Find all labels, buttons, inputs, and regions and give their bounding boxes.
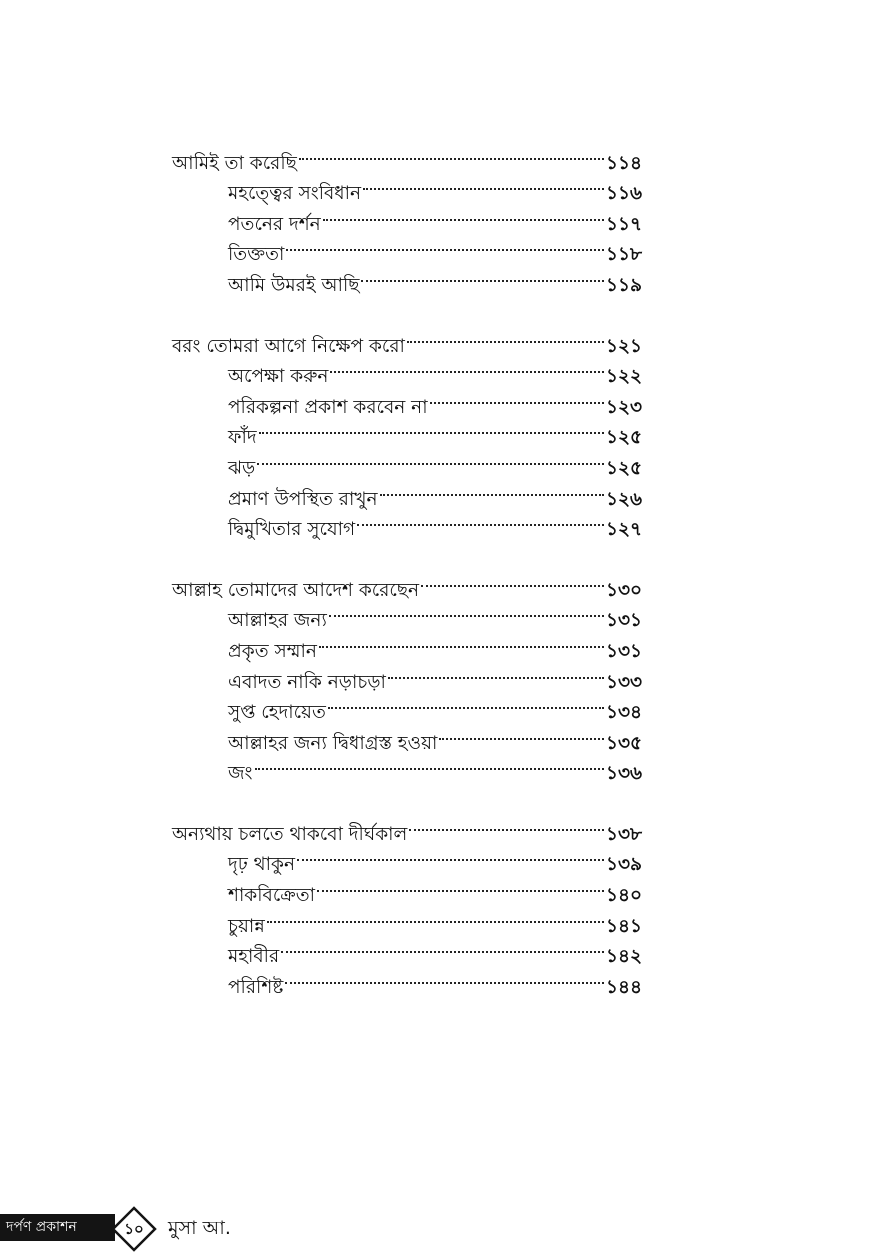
toc-section [172, 565, 642, 785]
toc-chapter-row[interactable] [172, 321, 642, 357]
toc-entry-title: দ্বিমুখিতার সুযোগ [228, 519, 356, 541]
dot-leader [421, 565, 604, 596]
toc-page-number: ১১৯ [605, 274, 642, 296]
toc-entry-title: মহত্ত্বের সংবিধান [228, 183, 362, 205]
toc-chapter-row[interactable] [172, 565, 642, 601]
toc-chapter-title: অন্যথায় চলতে থাকবো দীর্ঘকাল [172, 823, 408, 845]
dot-leader [257, 443, 604, 474]
toc-entry-title: চুয়ান্ন [228, 915, 265, 937]
toc-entry-title: ঝড় [228, 457, 256, 479]
toc-entry-title: অপেক্ষা করুন [228, 366, 329, 388]
toc-entry-title: পরিশিষ্ট [228, 976, 284, 998]
toc-chapter-row[interactable] [172, 138, 642, 174]
toc-entry-title: এবাদত নাকি নড়াচড়া [228, 671, 386, 693]
dot-leader [357, 505, 604, 536]
dot-leader [297, 840, 604, 871]
toc-entry-title: সুপ্ত হেদায়েত [228, 702, 326, 724]
dot-leader [281, 932, 604, 963]
dot-leader [361, 260, 604, 291]
toc-page-number: ১৩১ [605, 640, 642, 662]
toc-chapter-title: আমিই তা করেছি [172, 152, 297, 174]
toc-page-number: ১২২ [605, 366, 642, 388]
toc-chapter-title: বরং তোমরা আগে নিক্ষেপ করো [172, 335, 405, 357]
dot-leader [388, 657, 604, 688]
toc-page-number: ১২৬ [605, 488, 642, 510]
toc-entry-title: মহাবীর [228, 946, 280, 968]
dot-leader [380, 474, 604, 505]
toc-section [172, 138, 642, 296]
toc-page-number: ১৪১ [605, 915, 642, 937]
toc-page-number: ১২৫ [605, 457, 642, 479]
dot-leader [259, 413, 604, 444]
toc-entry-title: তিক্ততা [228, 244, 285, 266]
toc-entry-title: পরিকল্পনা প্রকাশ করবেন না [228, 396, 428, 418]
toc-page-number: ১৩৪ [605, 702, 642, 724]
toc-page-number: ১৪২ [605, 946, 642, 968]
toc-page-number: ১২৭ [605, 519, 642, 541]
toc-chapter-row[interactable] [172, 809, 642, 845]
dot-leader [323, 199, 604, 230]
publisher-logo [0, 1214, 115, 1241]
toc-page-number: ১১৬ [605, 183, 642, 205]
publisher-name: দর্পণ প্রকাশন [6, 1219, 77, 1235]
dot-leader [329, 596, 604, 627]
page-number: ১০ [124, 1220, 144, 1238]
dot-leader [255, 749, 604, 780]
toc-entry-title: আল্লাহর জন্য দ্বিধাগ্রস্ত হওয়া [228, 732, 438, 754]
dot-leader [330, 352, 604, 383]
toc-entry-title: পতনের দর্শন [228, 213, 321, 235]
dot-leader [286, 230, 604, 261]
toc-page-number: ১২১ [605, 335, 642, 357]
page-footer [0, 1203, 420, 1253]
table-of-contents [172, 138, 642, 1023]
toc-page-number: ১৩০ [605, 579, 642, 601]
dot-leader [267, 901, 604, 932]
toc-page-number: ১২৫ [605, 427, 642, 449]
toc-page-number: ১৩৬ [605, 763, 642, 785]
toc-chapter-title: আল্লাহ তোমাদের আদেশ করেছেন [172, 579, 420, 601]
toc-page-number: ১৩৯ [605, 854, 642, 876]
toc-entry-title: শাকবিক্রেতা [228, 885, 315, 907]
toc-entry-title: প্রমাণ উপস্থিত রাখুন [228, 488, 378, 510]
toc-page-number: ১৪০ [605, 885, 642, 907]
toc-entry-title: আমি উমরই আছি [228, 274, 360, 296]
toc-page-number: ১২৩ [605, 396, 642, 418]
dot-leader [285, 962, 604, 993]
dot-leader [439, 718, 604, 749]
dot-leader [317, 870, 604, 901]
dot-leader [299, 138, 604, 169]
toc-page-number: ১৩৩ [605, 671, 642, 693]
toc-page-number: ১১৪ [605, 152, 642, 174]
toc-page-number: ১৩৮ [605, 823, 642, 845]
toc-page-number: ১৩৫ [605, 732, 642, 754]
dot-leader [407, 321, 604, 352]
toc-entry-title: ফাঁদ [228, 427, 257, 449]
toc-section [172, 809, 642, 998]
dot-leader [409, 809, 604, 840]
toc-page-number: ১১৮ [605, 244, 642, 266]
dot-leader [319, 626, 604, 657]
toc-entry-title: দৃঢ় থাকুন [228, 854, 296, 876]
toc-entry-title: জং [228, 763, 253, 785]
toc-page-number: ১১৭ [605, 213, 642, 235]
toc-entry-title: প্রকৃত সম্মান [228, 640, 317, 662]
toc-page-number: ১৪৪ [605, 976, 642, 998]
toc-section [172, 321, 642, 541]
dot-leader [430, 382, 604, 413]
author-name: মুসা আ. [168, 1217, 231, 1239]
toc-page-number: ১৩১ [605, 610, 642, 632]
toc-entry-title: আল্লাহর জন্য [228, 610, 327, 632]
dot-leader [363, 169, 604, 200]
page-number-badge [111, 1206, 157, 1252]
dot-leader [328, 688, 604, 719]
